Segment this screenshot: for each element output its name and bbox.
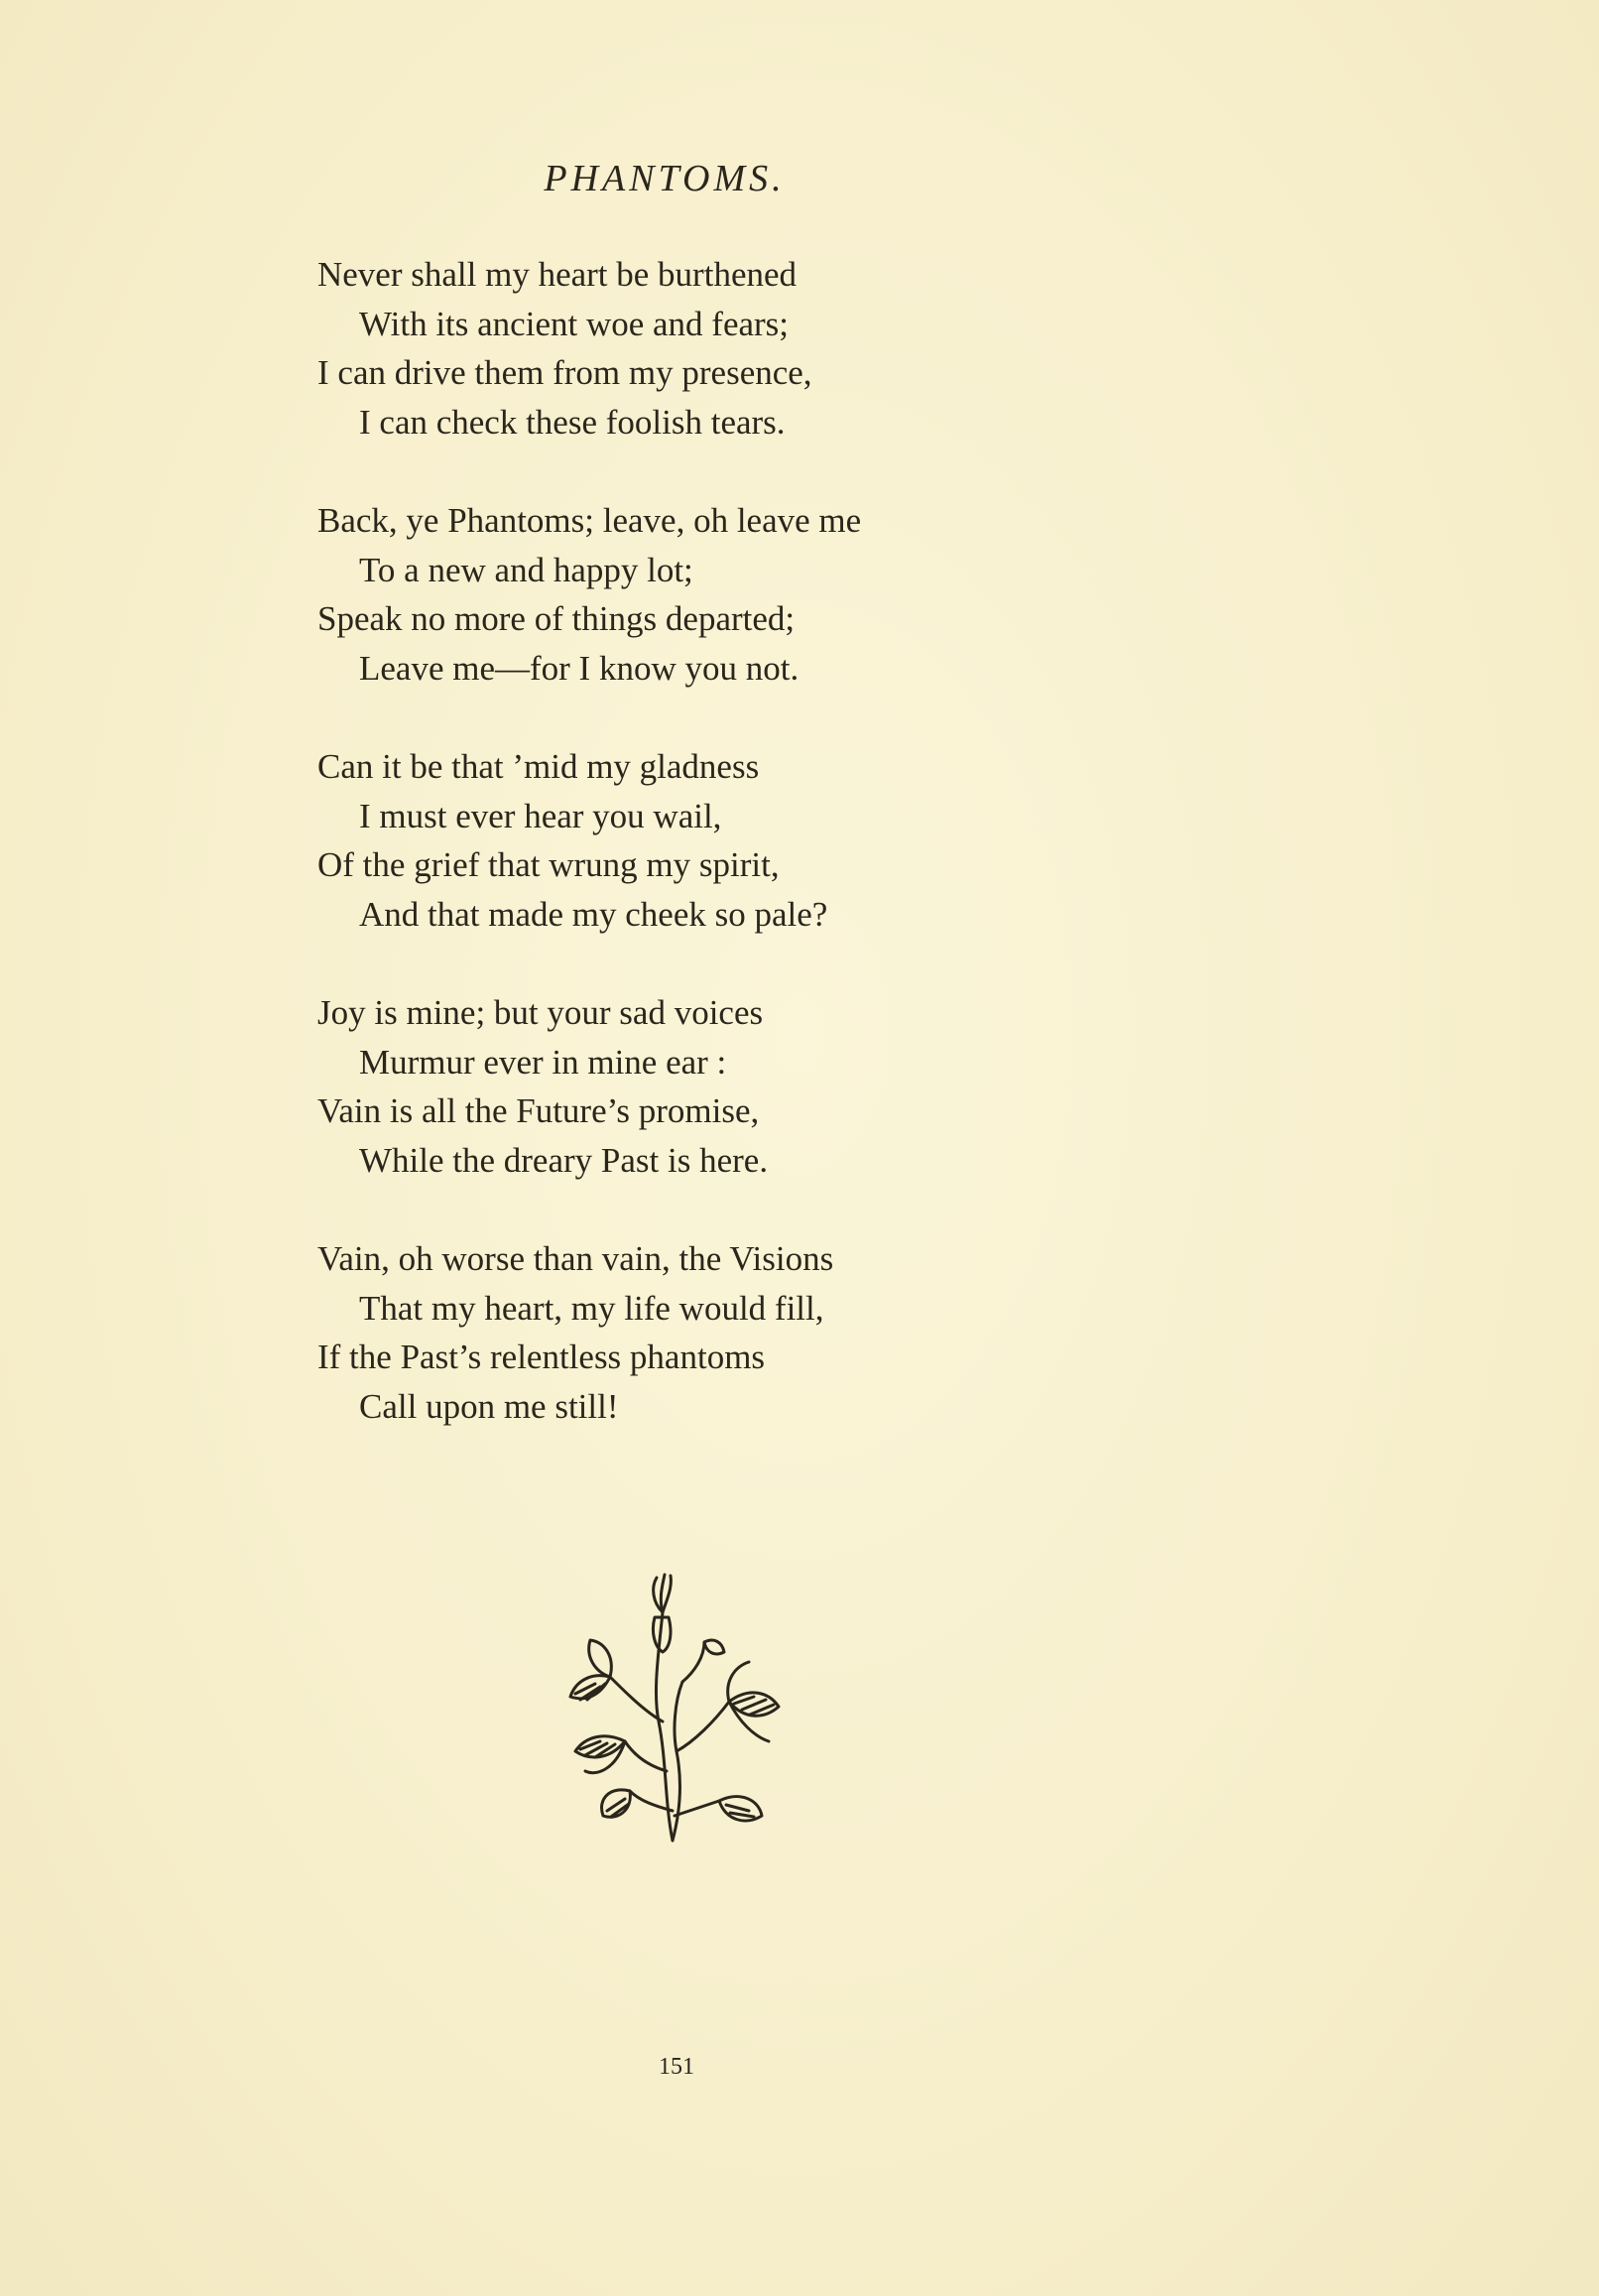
poem-line: To a new and happy lot; [359, 550, 693, 589]
poem-line: And that made my cheek so pale? [359, 894, 828, 934]
poem-line: I can check these foolish tears. [359, 402, 786, 442]
poem-line: Never shall my heart be burthened [317, 255, 798, 294]
stanza [317, 742, 1071, 939]
stanza [317, 1234, 1071, 1431]
poem-line: Joy is mine; but your sad voices [317, 993, 764, 1032]
page-number: 151 [659, 2054, 694, 2080]
poem-line: That my heart, my life would fill, [359, 1288, 824, 1328]
poem-line: Speak no more of things departed; [317, 599, 796, 638]
poem-line: Vain, oh worse than vain, the Visions [317, 1239, 834, 1278]
poem-line: Leave me—for I know you not. [359, 648, 800, 688]
poem-line: While the dreary Past is here. [359, 1140, 769, 1180]
poem-line: Back, ye Phantoms; leave, oh leave me [317, 501, 862, 540]
stanza [317, 988, 1071, 1185]
poem-line: I must ever hear you wail, [359, 796, 722, 835]
poem-line: With its ancient woe and fears; [359, 304, 790, 343]
poem-line: If the Past’s relentless phantoms [317, 1338, 766, 1376]
poem-line: Call upon me still! [359, 1386, 619, 1426]
poem-line: Of the grief that wrung my spirit, [317, 845, 780, 884]
poem-line: I can drive them from my presence, [317, 353, 812, 392]
floral-ornament-icon [555, 1573, 794, 1850]
stanza [317, 250, 1071, 446]
poem-line: Murmur ever in mine ear : [359, 1042, 727, 1082]
poem-title: PHANTOMS. [544, 158, 786, 199]
stanza [317, 496, 1071, 693]
poem-line: Vain is all the Future’s promise, [317, 1091, 760, 1130]
poem-line: Can it be that ’mid my gladness [317, 747, 760, 786]
poem-body [317, 250, 1071, 1480]
